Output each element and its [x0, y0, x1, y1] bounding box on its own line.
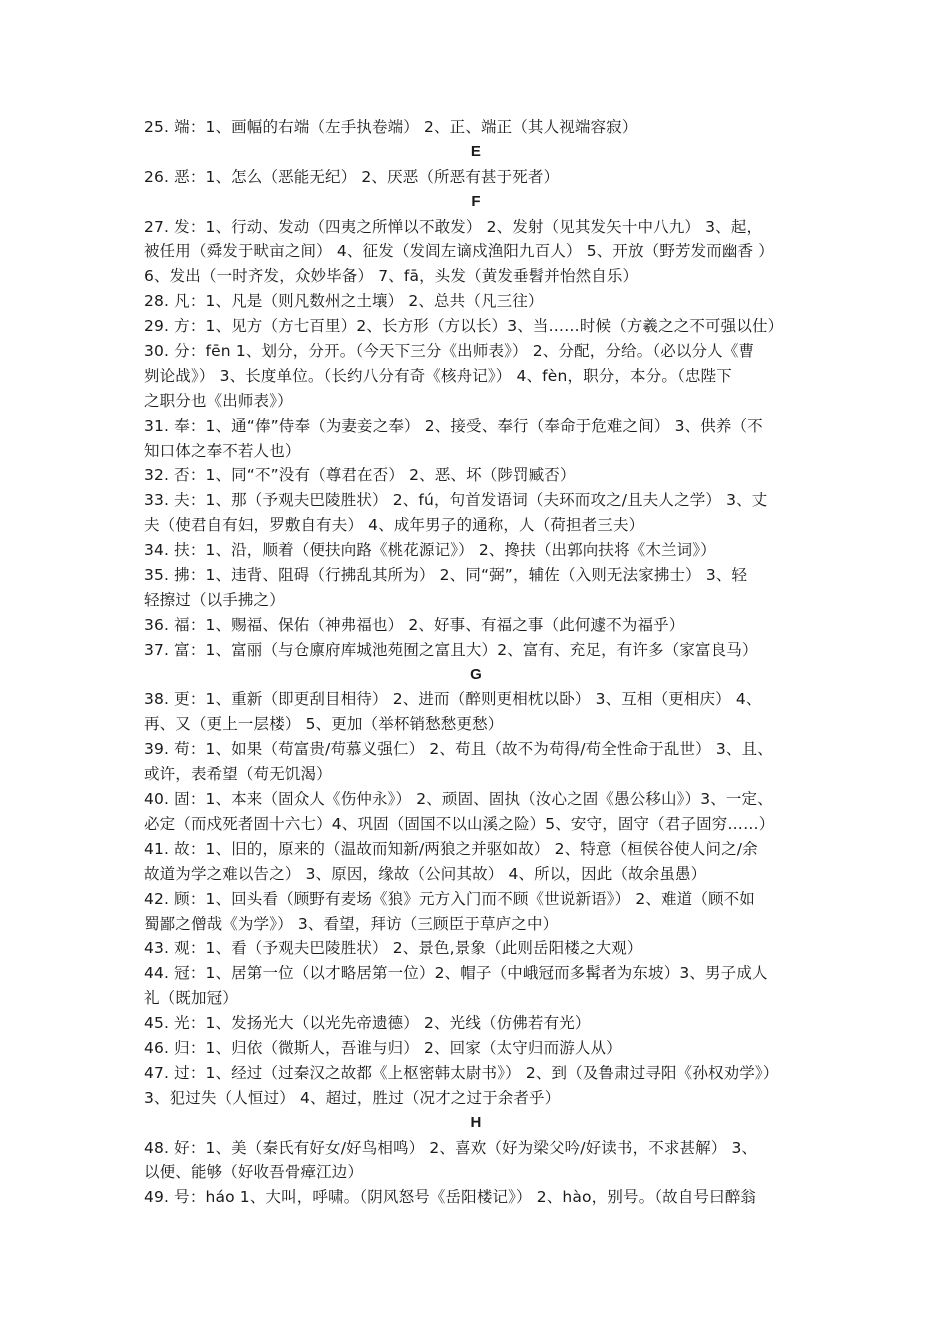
text-line: 故道为学之难以告之） 3、原因，缘故（公问其故） 4、所以，因此（故余虽愚）: [144, 864, 707, 883]
text-line: 轻擦过（以手拂之）: [144, 590, 285, 609]
text-line: 31. 奉：1、通“俸”侍奉（为妻妾之奉） 2、接受、奉行（奉命于危难之间） 3、供养（不: [144, 416, 763, 435]
text-line: 33. 夫：1、那（予观夫巴陵胜状） 2、fú，句首发语词（夫环而攻之/且夫人之学） 3、丈: [144, 491, 768, 510]
text-line: 44. 冠：1、居第一位（以才略居第一位）2、帽子（中峨冠而多髯者为东坡）3、男子成人: [144, 964, 768, 983]
text-line: 32. 否：1、同“不”没有（尊君在否） 2、恶、坏（陟罚臧否）: [144, 466, 576, 485]
text-line: 之职分也《出师表》）: [144, 391, 293, 410]
document-body: [144, 115, 808, 1210]
section-letter: H: [470, 1113, 482, 1131]
text-line: 40. 固：1、本来（固众人《伤仲永》） 2、顽固、固执（汝心之固《愚公移山》）3、一定、: [144, 790, 773, 809]
text-line: 45. 光：1、发扬光大（以光先帝遗德） 2、光线（仿佛若有光）: [144, 1014, 591, 1033]
section-letter: F: [471, 192, 481, 210]
text-line: 知口体之奉不若人也）: [144, 441, 301, 460]
text-line: 34. 扶：1、沿，顺着（便扶向路《桃花源记》） 2、搀扶（出郭向扶将《木兰词》）: [144, 541, 716, 560]
text-line: 刿论战》） 3、长度单位。（长约八分有奇《核舟记》） 4、fèn，职分，本分。（忠陛下: [144, 366, 732, 385]
text-line: 或许，表希望（苟无饥渴）: [144, 765, 332, 784]
text-line: 46. 归：1、归依（微斯人，吾谁与归） 2、回家（太守归而游人从）: [144, 1038, 622, 1057]
text-line: 29. 方：1、见方（方七百里）2、长方形（方以长）3、当……时候（方羲之之不可强以仕）: [144, 317, 784, 336]
text-line: 39. 苟：1、如果（苟富贵/苟慕义强仁） 2、苟且（故不为苟得/苟全性命于乱世） 3、且、: [144, 740, 773, 759]
text-line: 42. 顾：1、回头看（顾野有麦场《狼》元方入门而不顾《世说新语》） 2、难道（顾不如: [144, 889, 755, 908]
text-line: 37. 富：1、富丽（与仓廪府库城池苑囿之富且大）2、富有、充足，有许多（家富良马）: [144, 640, 758, 659]
text-line: 以便、能够（好收吾骨瘴江边）: [144, 1163, 364, 1182]
text-line: 41. 故：1、旧的，原来的（温故而知新/两狼之并驱如故） 2、特意（桓侯谷使人问之/余: [144, 839, 758, 858]
text-line: 36. 福：1、赐福、保佑（神弗福也） 2、好事、有福之事（此何遽不为福乎）: [144, 615, 685, 634]
section-letter: E: [470, 142, 482, 160]
text-line: 38. 更：1、重新（即更刮目相待） 2、进而（醉则更相枕以卧） 3、互相（更相庆） 4、: [144, 690, 762, 709]
text-line: 再、又（更上一层楼） 5、更加（举杯销愁愁更愁）: [144, 715, 504, 734]
text-line: 27. 发：1、行动、发动（四夷之所惮以不敢发） 2、发射（见其发矢十中八九） 3、起，: [144, 217, 763, 236]
text-line: 3、犯过失（人恒过） 4、超过，胜过（况才之过于余者乎）: [144, 1088, 561, 1107]
text-line: 28. 凡：1、凡是（则凡数州之土壤） 2、总共（凡三往）: [144, 292, 544, 311]
text-line: 被任用（舜发于畎亩之间） 4、征发（发闾左谪戍渔阳九百人） 5、开放（野芳发而幽香 ）: [144, 242, 774, 261]
section-letter: G: [470, 665, 482, 683]
text-line: 26. 恶：1、怎么（恶能无纪） 2、厌恶（所恶有甚于死者）: [144, 167, 560, 186]
text-line: 25. 端：1、画幅的右端（左手执卷端） 2、正、端正（其人视端容寂）: [144, 118, 638, 136]
text-line: 47. 过：1、经过（过秦汉之故都《上枢密韩太尉书》） 2、到（及鲁肃过寻阳《孙权劝学》）: [144, 1063, 779, 1082]
text-line: 夫（使君自有妇，罗敷自有夫） 4、成年男子的通称，人（荷担者三夫）: [144, 516, 645, 535]
text-line: 6、发出（一时齐发，众妙毕备） 7、fā，头发（黄发垂髫并怡然自乐）: [144, 267, 639, 286]
text-line: 必定（而戍死者固十六七）4、巩固（固国不以山溪之险）5、安守，固守（君子固穷……）: [144, 814, 775, 833]
text-line: 49. 号：háo 1、大叫，呼啸。（阴风怒号《岳阳楼记》） 2、hào，别号。（故自号曰醉翁: [144, 1188, 757, 1207]
text-line: 蜀鄙之僧哉《为学》） 3、看望，拜访（三顾臣于草庐之中）: [144, 914, 559, 933]
text-line: 35. 拂：1、违背、阻碍（行拂乱其所为） 2、同“弼”，辅佐（入则无法家拂士） 3、轻: [144, 566, 748, 585]
text-line: 30. 分：fēn 1、划分，分开。（今天下三分《出师表》） 2、分配，分给。（必以分人《曹: [144, 342, 755, 361]
text-line: 礼（既加冠）: [144, 989, 238, 1008]
text-line: 48. 好：1、美（秦氏有好女/好鸟相鸣） 2、喜欢（好为梁父吟/好读书，不求甚解） 3、: [144, 1138, 758, 1157]
text-line: 43. 观：1、看（予观夫巴陵胜状） 2、景色,景象（此则岳阳楼之大观）: [144, 939, 643, 958]
